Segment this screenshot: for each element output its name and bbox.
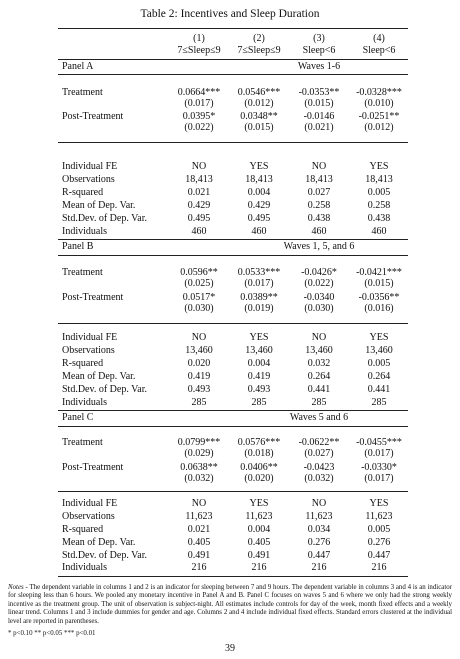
stat-cell: 0.491 [247,550,271,561]
row-label: Individual FE [62,498,118,509]
se-cell: (0.021) [304,122,334,133]
stat-cell: 216 [371,562,387,573]
row-label: Treatment [62,87,103,98]
stat-cell: 18,413 [245,174,273,185]
coef-cell: -0.0426* [301,267,337,278]
coef-cell: -0.0330* [361,462,397,473]
panel-a-stat-row [58,173,408,187]
stat-cell: 216 [191,562,207,573]
stat-cell: 460 [371,226,387,237]
se-cell: (0.015) [244,122,274,133]
stat-cell: 0.438 [367,213,391,224]
col-num-4: (4) [373,33,385,44]
panel-a-header-rule [58,74,408,75]
coef-cell: 0.0395* [182,111,216,122]
col-label-3: Sleep<6 [302,45,336,56]
panel-b-stats-rule [58,323,408,324]
stat-cell: 216 [311,562,327,573]
significance-legend: * p<0.10 ** p<0.05 *** p<0.01 [8,630,96,637]
se-cell: (0.017) [364,448,394,459]
stat-cell: NO [191,498,207,509]
stat-cell: 0.441 [307,384,331,395]
stat-cell: 285 [311,397,327,408]
stat-cell: 0.276 [367,537,391,548]
stat-cell: 0.004 [247,187,271,198]
row-label: R-squared [62,187,104,198]
stat-cell: 0.429 [247,200,271,211]
stat-cell: 0.021 [187,524,211,535]
panel-a-stats-rule [58,142,408,143]
panel-b-stat-row [58,383,408,397]
panel-c-treatment-se-row [58,447,408,461]
panel-a-post-se-row [58,121,408,135]
se-cell: (0.022) [184,122,214,133]
panel-c-stat-row [58,536,408,550]
stat-cell: 0.493 [247,384,271,395]
stat-cell: 0.004 [247,524,271,535]
stat-cell: 0.438 [307,213,331,224]
panel-a-stat-row [58,225,408,239]
coef-cell: -0.0340 [303,292,335,303]
stat-cell: 13,460 [245,345,273,356]
stat-cell: 11,623 [365,511,393,522]
panel-b-name: Panel B [62,241,94,252]
coef-cell: -0.0251** [358,111,400,122]
panel-c-name: Panel C [62,412,94,423]
stat-cell: YES [369,498,389,509]
stat-cell: 285 [371,397,387,408]
se-cell: (0.017) [244,278,274,289]
coef-cell: -0.0146 [303,111,335,122]
panel-c-stat-row [58,561,408,575]
coef-cell: 0.0596** [180,267,218,278]
se-cell: (0.012) [364,122,394,133]
stat-cell: 0.419 [187,371,211,382]
stat-cell: 11,623 [305,511,333,522]
stat-cell: 0.495 [247,213,271,224]
stat-cell: NO [311,332,327,343]
panel-b-post-se-row [58,302,408,316]
stat-cell: 18,413 [365,174,393,185]
panel-b-treatment-se-row [58,277,408,291]
panel-b-stat-row [58,357,408,371]
stat-cell: 0.447 [307,550,331,561]
col-label-4: Sleep<6 [362,45,396,56]
se-cell: (0.032) [304,473,334,484]
stat-cell: 0.021 [187,187,211,198]
panel-c-stat-row [58,497,408,511]
bottom-rule [58,576,408,577]
stat-cell: NO [311,161,327,172]
stat-cell: 0.258 [307,200,331,211]
coef-cell: 0.0576*** [237,437,281,448]
se-cell: (0.010) [364,98,394,109]
stat-cell: 11,623 [185,511,213,522]
table-caption: Table 2: Incentives and Sleep Duration [140,8,320,20]
row-label: Observations [62,511,115,522]
se-cell: (0.019) [244,303,274,314]
coef-cell: 0.0389** [240,292,278,303]
column-label-row [58,44,408,58]
row-label: R-squared [62,358,104,369]
stat-cell: 18,413 [185,174,213,185]
se-cell: (0.017) [364,473,394,484]
row-label: Treatment [62,267,103,278]
coef-cell: -0.0328*** [356,87,402,98]
coef-cell: -0.0421*** [356,267,402,278]
row-label: Std.Dev. of Dep. Var. [62,213,147,224]
coef-cell: 0.0406** [240,462,278,473]
col-num-2: (2) [253,33,265,44]
row-label: Post-Treatment [62,111,124,122]
stat-cell: YES [249,498,269,509]
panel-b-header-rule [58,255,408,256]
se-cell: (0.015) [364,278,394,289]
stat-cell: 0.493 [187,384,211,395]
stat-cell: 0.004 [247,358,271,369]
stat-cell: YES [249,161,269,172]
row-label: Individuals [62,397,107,408]
panel-c-header-rule [58,426,408,427]
coef-cell: 0.0517* [182,292,216,303]
row-label: Individual FE [62,332,118,343]
stat-cell: 0.032 [307,358,331,369]
notes-lead: Notes [8,584,24,591]
panel-a-name: Panel A [62,61,94,72]
coef-cell: -0.0356** [358,292,400,303]
coef-cell: -0.0353** [298,87,340,98]
coef-cell: -0.0423 [303,462,335,473]
table-notes [8,584,452,626]
stat-cell: 285 [251,397,267,408]
stat-cell: YES [249,332,269,343]
stat-cell: YES [369,161,389,172]
coef-cell: 0.0546*** [237,87,281,98]
se-cell: (0.029) [184,448,214,459]
stat-cell: NO [311,498,327,509]
panel-c-waves: Waves 5 and 6 [289,412,349,423]
panel-b-stat-row [58,331,408,345]
col-label-2: 7≤Sleep≤9 [237,45,281,56]
stat-cell: 0.491 [187,550,211,561]
row-label: R-squared [62,524,104,535]
se-cell: (0.030) [184,303,214,314]
stat-cell: 0.264 [367,371,391,382]
panel-a-waves: Waves 1-6 [297,61,341,72]
se-cell: (0.015) [304,98,334,109]
panel-c-stats-rule [58,491,408,492]
stat-cell: 0.441 [367,384,391,395]
panel-c-stat-row [58,523,408,537]
se-cell: (0.020) [244,473,274,484]
panel-a-stat-row [58,199,408,213]
coef-cell: 0.0638** [180,462,218,473]
row-label: Observations [62,345,115,356]
col-num-1: (1) [193,33,205,44]
panel-b-stat-row [58,344,408,358]
coef-cell: 0.0799*** [177,437,221,448]
panel-a-treatment-se-row [58,97,408,111]
panel-a-stat-row [58,212,408,226]
notes-text: - The dependent variable in columns 1 and 2 is an indicator for sleeping between 7 and 9 hours. The dependent variable in columns 3 and 4 is an indicator for sleeping less than 6 hours. We pooled any monetary incentive in Panel A and B. Panel C focuses on waves 5 and 6 where we only had the strong weekly incentive as the treatment group. The unit of observation is subject-night. All estimates include controls for day of the week, month fixed effects and a weekly linear trend. Columns 1 and 3 include dummies for gender and age. Columns 2 and 4 include individual fixed effects. Standard errors clustered at the individual level are reported in parentheses. [8,584,452,625]
panel-b-stat-row [58,396,408,410]
panel-b-header [58,240,408,254]
stat-cell: 0.405 [187,537,211,548]
stat-cell: 13,460 [305,345,333,356]
se-cell: (0.016) [364,303,394,314]
se-cell: (0.027) [304,448,334,459]
stat-cell: 0.005 [367,187,391,198]
se-cell: (0.022) [304,278,334,289]
top-rule [58,28,408,29]
se-cell: (0.025) [184,278,214,289]
stat-cell: 0.034 [307,524,331,535]
col-num-3: (3) [313,33,325,44]
row-label: Mean of Dep. Var. [62,200,136,211]
coef-cell: -0.0622** [298,437,340,448]
stat-cell: 0.429 [187,200,211,211]
se-cell: (0.018) [244,448,274,459]
stat-cell: 460 [311,226,327,237]
se-cell: (0.017) [184,98,214,109]
panel-c-post-se-row [58,472,408,486]
stat-cell: 0.447 [367,550,391,561]
panel-b-waves: Waves 1, 5, and 6 [283,241,355,252]
panel-c-stat-row [58,510,408,524]
se-cell: (0.012) [244,98,274,109]
se-cell: (0.030) [304,303,334,314]
stat-cell: NO [191,161,207,172]
se-cell: (0.032) [184,473,214,484]
stat-cell: 0.020 [187,358,211,369]
row-label: Mean of Dep. Var. [62,371,136,382]
coef-cell: 0.0348** [240,111,278,122]
row-label: Post-Treatment [62,462,124,473]
stat-cell: 0.005 [367,358,391,369]
stat-cell: 13,460 [365,345,393,356]
panel-a-header [58,60,408,74]
coef-cell: 0.0664*** [177,87,221,98]
row-label: Individuals [62,226,107,237]
stat-cell: 0.005 [367,524,391,535]
panel-a-stat-row [58,160,408,174]
stat-cell: 0.419 [247,371,271,382]
panel-c-header [58,411,408,425]
stat-cell: 13,460 [185,345,213,356]
coef-cell: 0.0533*** [237,267,281,278]
panel-a-stat-row [58,186,408,200]
stat-cell: 460 [251,226,267,237]
stat-cell: 216 [251,562,267,573]
row-label: Individuals [62,562,107,573]
stat-cell: 18,413 [305,174,333,185]
stat-cell: 0.276 [307,537,331,548]
col-label-1: 7≤Sleep≤9 [177,45,221,56]
row-label: Observations [62,174,115,185]
stat-cell: YES [369,332,389,343]
stat-cell: 285 [191,397,207,408]
row-label: Std.Dev. of Dep. Var. [62,550,147,561]
row-label: Std.Dev. of Dep. Var. [62,384,147,395]
row-label: Treatment [62,437,103,448]
stat-cell: NO [191,332,207,343]
stat-cell: 0.495 [187,213,211,224]
stat-cell: 0.258 [367,200,391,211]
stat-cell: 11,623 [245,511,273,522]
coef-cell: -0.0455*** [356,437,402,448]
row-label: Post-Treatment [62,292,124,303]
stat-cell: 0.027 [307,187,331,198]
page-number: 39 [225,643,235,654]
stat-cell: 460 [191,226,207,237]
row-label: Individual FE [62,161,118,172]
stat-cell: 0.264 [307,371,331,382]
row-label: Mean of Dep. Var. [62,537,136,548]
stat-cell: 0.405 [247,537,271,548]
panel-b-stat-row [58,370,408,384]
